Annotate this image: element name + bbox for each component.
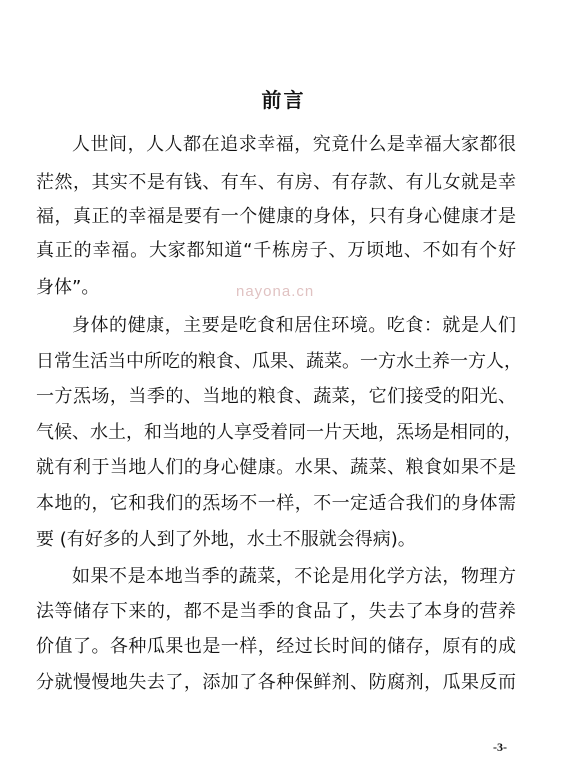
text-line: 价值了。各种瓜果也是一样，经过长时间的储存，原有的成 xyxy=(36,636,516,657)
text-line: 日常生活当中所吃的粮食、瓜果、蔬菜。一方水土养一方人， xyxy=(36,351,522,372)
text-line: 身体”。 xyxy=(36,277,100,298)
text-line: 要 (有好多的人到了外地，水土不服就会得病)。 xyxy=(36,529,416,550)
text-line: 真正的幸福。大家都知道“千栋房子、万顷地、不如有个好 xyxy=(36,240,516,261)
text-line: 分就慢慢地失去了，添加了各种保鲜剂、防腐剂，瓜果反而 xyxy=(36,672,516,693)
text-line: 就有利于当地人们的身心健康。水果、蔬菜、粮食如果不是 xyxy=(36,457,516,478)
watermark: nayona.cn xyxy=(236,283,315,300)
text-line: 一方炁场，当季的、当地的粮食、蔬菜，它们接受的阳光、 xyxy=(36,386,516,407)
text-line: 茫然，其实不是有钱、有车、有房、有存款、有儿女就是幸 xyxy=(36,172,516,193)
text-line: 身体的健康，主要是吃食和居住环境。吃食：就是人们 xyxy=(72,315,516,336)
text-line: 法等储存下来的，都不是当季的食品了，失去了本身的营养 xyxy=(36,601,516,622)
text-line: 福，真正的幸福是要有一个健康的身体，只有身心健康才是 xyxy=(36,206,516,227)
text-line: 本地的，它和我们的炁场不一样，不一定适合我们的身体需 xyxy=(36,493,516,514)
text-line: 人世间，人人都在追求幸福，究竟什么是幸福大家都很 xyxy=(72,134,516,155)
text-line: 气候、水土，和当地的人享受着同一片天地，炁场是相同的， xyxy=(36,422,522,443)
text-line: 如果不是本地当季的蔬菜，不论是用化学方法，物理方 xyxy=(72,566,516,587)
page-title: 前言 xyxy=(261,88,306,112)
page-number: -3- xyxy=(493,740,507,754)
